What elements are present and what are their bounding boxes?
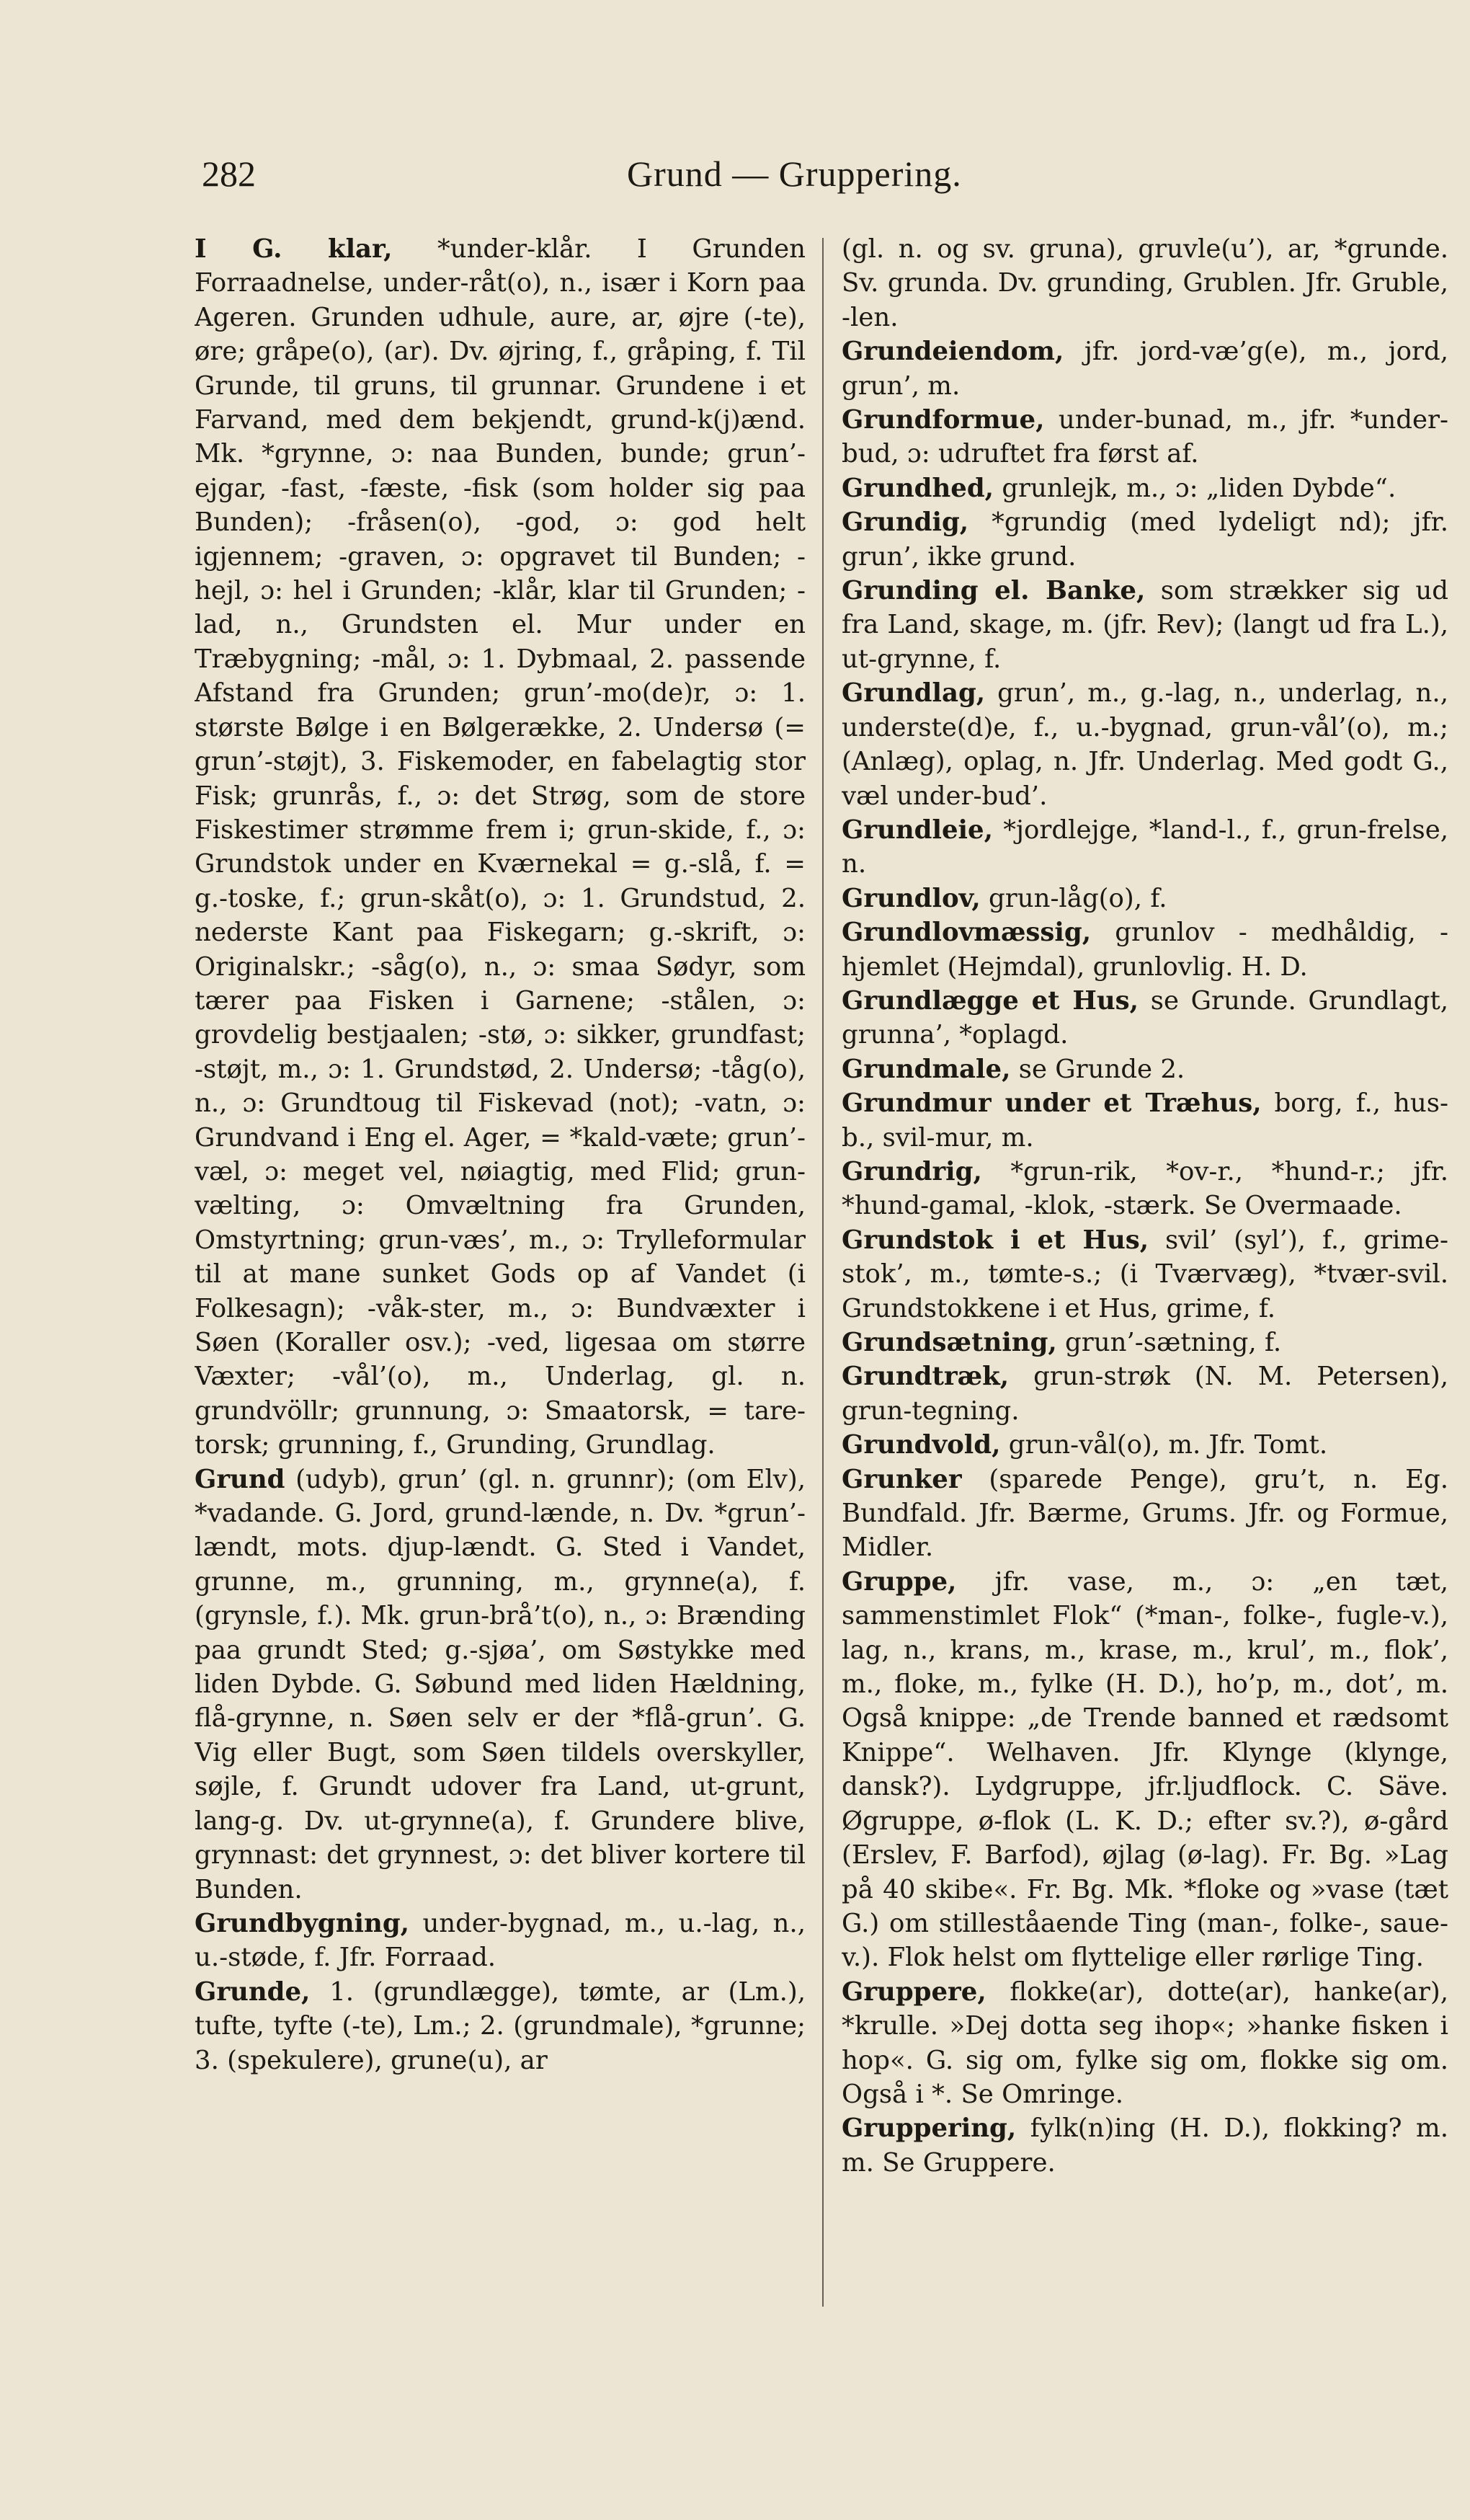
dictionary-entry [842, 1975, 1448, 2112]
entry-definition: grun’, m., g.-lag, n., underlag, n., underste(d)e, f., u.-bygnad, grun-vål’(o), m.; (Anlæg), oplag, n. Jfr. Underlag. Med godt G., væl under-bud’. [842, 678, 1448, 811]
entry-headword: Grundhed, [842, 473, 994, 503]
entry-definition: jfr. vase, m., ɔ: „en tæt, sammenstimlet Flok“ (*man-, folke-, fugle-v.), lag, n., krans, m., krase, m., krul’, m., flok’, m., floke, m., fylke (H. D.), ho’p, m., dot’, m. Også knippe: „de Trende banned et rædsomt Knippe“. Welhaven. Jfr. Klynge (klynge, dansk?). Lydgruppe, jfr.ljudflock. C. Säve. Øgruppe, ø-flok (L. K. D.; efter sv.?), ø-gård (Erslev, F. Barfod), øjlag (ø-lag). Fr. Bg. »Lag på 40 skibe«. Fr. Bg. Mk. *floke og »vase (tæt G.) om stilleståaende Ting (man-, folke-, saue-v.). Flok helst om flyttelige eller rørlige Ting. [842, 1566, 1448, 1973]
entry-definition: grun-låg(o), f. [980, 883, 1167, 913]
entry-headword: Grundlægge et Hus, [842, 985, 1139, 1016]
entry-definition: *jordlejge, *land-l., f., grun-frelse, n. [842, 815, 1448, 879]
dictionary-entry [842, 1223, 1448, 1326]
entry-headword: Grunding el. Banke, [842, 576, 1146, 606]
running-head: Grund — Gruppering. [627, 154, 962, 194]
dictionary-entry [842, 1463, 1448, 1565]
dictionary-entry [195, 1907, 806, 1975]
entry-headword: Grundlag, [842, 678, 986, 709]
entry-definition: se Grunde 2. [1010, 1054, 1185, 1084]
entry-headword: Grundvold, [842, 1430, 1001, 1460]
column-divider [822, 238, 824, 2307]
entry-headword: Grundig, [842, 507, 969, 538]
entry-headword: Grund [195, 1464, 285, 1494]
entry-headword: Grundleie, [842, 815, 993, 845]
dictionary-entry [842, 984, 1448, 1052]
entry-headword: Grundmale, [842, 1054, 1011, 1084]
entry-definition: se Grunde. Grundlagt, grunna’, *oplagd. [842, 985, 1448, 1050]
entry-headword: Grundsætning, [842, 1328, 1057, 1357]
dictionary-entry [195, 1463, 806, 1907]
entry-definition: under-bunad, m., jfr. *under-bud, ɔ: udruftet fra først af. [842, 405, 1448, 469]
dictionary-entry [842, 1326, 1448, 1359]
entry-headword: Grundlovmæssig, [842, 918, 1092, 948]
entry-definition: (udyb), grun’ (gl. n. grunnr); (om Elv), *vadande. G. Jord, grund-lænde, n. Dv. *grun’-lændt, mots. djup-lændt. G. Sted i Vandet, grunne, m., grunning, m., grynne(a), f. (grynsle, f.). Mk. grun-brå’t(o), n., ɔ: Brænding paa grundt Sted; g.-sjøa’, om Søstykke med liden Dybde. G. Søbund med liden Hældning, flå-grynne, n. Søen selv er der *flå-grun’. G. Vig eller Bugt, som Søen tildels overskyller, søjle, f. Grundt udover fra Land, ut-grunt, lang-g. Dv. ut-grynne(a), f. Grundere blive, grynnast: det grynnest, ɔ: det bliver kortere til Bunden. [195, 1464, 806, 1904]
dictionary-entry [842, 334, 1448, 403]
entry-definition: fylk(n)ing (H. D.), flokking? m. m. Se Gruppere. [842, 2113, 1448, 2178]
entry-headword: Grundmur under et Træhus, [842, 1088, 1262, 1119]
entry-definition: flokke(ar), dotte(ar), hanke(ar), *krulle. »Dej dotta seg ihop«; »hanke fisken i hop«. G. sig om, fylke sig om, flokke sig om. Også i *. Se Omringe. [842, 1976, 1448, 2109]
dictionary-entry [842, 471, 1448, 505]
entry-definition: borg, f., hus-b., svil-mur, m. [842, 1088, 1448, 1153]
entry-headword: Grundtræk, [842, 1362, 1010, 1392]
entry-definition: jfr. jord-væ’g(e), m., jord, grun’, m. [842, 337, 1448, 401]
right-column [842, 232, 1448, 2337]
entry-definition: 1. (grundlægge), tømte, ar (Lm.), tufte, tyfte (-te), Lm.; 2. (grundmale), *grunne; 3. (spekulere), grune(u), ar [195, 1976, 806, 2075]
dictionary-entry [842, 2111, 1448, 2180]
dictionary-entry [842, 1428, 1448, 1462]
dictionary-entry [842, 676, 1448, 813]
entry-definition: grun-vål(o), m. Jfr. Tomt. [1000, 1430, 1328, 1460]
entry-headword: Grundstok i et Hus, [842, 1225, 1149, 1255]
dictionary-entry [842, 1052, 1448, 1086]
dictionary-entry [842, 1565, 1448, 1975]
entry-headword: Grunker [842, 1464, 962, 1494]
entry-headword: Grundeiendom, [842, 337, 1064, 367]
entry-definition: svil’ (syl’), f., grime-stok’, m., tømte-s.; (i Tværvæg), *tvær-svil. Grundstokkene i et Hus, grime, f. [842, 1225, 1448, 1323]
dictionary-entry [842, 813, 1448, 882]
entry-definition: (gl. n. og sv. gruna), gruvle(u’), ar, *grunde. Sv. grunda. Dv. grunding, Grublen. Jfr. Gruble, -len. [842, 234, 1448, 332]
dictionary-entry [842, 1155, 1448, 1223]
entry-definition: grunlov - medhåldig, -hjemlet (Hejmdal), grunlovlig. H. D. [842, 918, 1448, 982]
entry-definition: under-bygnad, m., u.-lag, n., u.-støde, f. Jfr. Forraad. [195, 1908, 806, 1973]
entry-definition: *under-klår. I Grunden Forraadnelse, under-råt(o), n., især i Korn paa Ageren. Grunden udhule, aure, ar, øjre (-te), øre; gråpe(o), (ar). Dv. øjring, f., gråping, f. Til Grunde, til gruns, til grunnar. Grundene i et Farvand, med dem bekjendt, grund-k(j)ænd. Mk. *grynne, ɔ: naa Bunden, bunde; grun’-ejgar, -fast, -fæste, -fisk (som holder sig paa Bunden); -fråsen(o), -god, ɔ: god helt igjennem; -graven, ɔ: opgravet til Bunden; -hejl, ɔ: hel i Grunden; -klår, klar til Grunden; -lad, n., Grundsten el. Mur under en Træbygning; -mål, ɔ: 1. Dybmaal, 2. passende Afstand fra Grunden; grun’-mo(de)r, ɔ: 1. største Bølge i en Bølgerække, 2. Undersø (= grun’-støjt), 3. Fiskemoder, en fabelagtig stor Fisk; grunrås, f., ɔ: det Strøg, som de store Fiskestimer strømme frem i; grun-skide, f., ɔ: Grundstok under en Kværnekal = g.-slå, f. = g.-toske, f.; grun-skåt(o), ɔ: 1. Grundstud, 2. nederste Kant paa Fiskegarn; g.-skrift, ɔ: Originalskr.; -såg(o), n., ɔ: smaa Sødyr, som tærer paa Fisken i Garnene; -stålen, ɔ: grovdelig bestjaalen; -stø, ɔ: sikker, grundfast; -støjt, m., ɔ: 1. Grundstød, 2. Undersø; -tåg(o), n., ɔ: Grundtoug til Fiskevad (not); -vatn, ɔ: Grundvand i Eng el. Ager, = *kald-væte; grun’-væl, ɔ: meget vel, nøiagtig, med Flid; grun-vælting, ɔ: Omvæltning fra Grunden, Omstyrtning; grun-væs’, m., ɔ: Trylleformular til at mane sunket Gods op af Vandet (i Folkesagn); -våk-ster, m., ɔ: Bundvæxter i Søen (Koraller osv.); -ved, ligesaa om større Væxter; -vål’(o), m., Underlag, gl. n. grundvöllr; grunnung, ɔ: Smaatorsk, = tare-torsk; grunning, f., Grunding, Grundlag. [195, 234, 806, 1460]
dictionary-entry [842, 574, 1448, 676]
dictionary-entry [842, 1359, 1448, 1428]
entry-definition: *grun-rik, *ov-r., *hund-r.; jfr. *hund-gamal, -klok, -stærk. Se Overmaade. [842, 1156, 1448, 1221]
entry-headword: Grundbygning, [195, 1908, 410, 1938]
left-column [195, 232, 806, 2337]
entry-definition: (sparede Penge), gru’t, n. Eg. Bundfald. Jfr. Bærme, Grums. Jfr. og Formue, Midler. [842, 1464, 1448, 1563]
entry-definition: *grundig (med lydeligt nd); jfr. grun’, ikke grund. [842, 507, 1448, 572]
page-number: 282 [202, 154, 256, 194]
entry-headword: Gruppering, [842, 2113, 1017, 2144]
entry-headword: Grundrig, [842, 1156, 982, 1186]
page-header [180, 153, 1333, 203]
entry-headword: Grundformue, [842, 405, 1045, 435]
entry-definition: som strækker sig ud fra Land, skage, m. (jfr. Rev); (langt ud fra L.), ut-grynne, f. [842, 576, 1448, 674]
dictionary-entry [842, 915, 1448, 984]
entry-headword: Gruppe, [842, 1566, 957, 1597]
dictionary-entry [195, 232, 806, 1463]
entry-headword: Grunde, [195, 1976, 311, 2007]
dictionary-entry [842, 403, 1448, 471]
dictionary-entry [842, 232, 1448, 334]
dictionary-entry [195, 1975, 806, 2077]
dictionary-entry [842, 505, 1448, 574]
entry-definition: grun-strøk (N. M. Petersen), grun-tegning. [842, 1362, 1448, 1426]
entry-headword: Gruppere, [842, 1976, 986, 2007]
entry-headword: Grundlov, [842, 883, 981, 913]
entry-headword: I G. klar, [195, 234, 393, 264]
dictionary-entry [842, 1086, 1448, 1155]
entry-definition: grunlejk, m., ɔ: „liden Dybde“. [994, 473, 1396, 503]
dictionary-entry [842, 882, 1448, 915]
entry-definition: grun’-sætning, f. [1056, 1328, 1282, 1357]
